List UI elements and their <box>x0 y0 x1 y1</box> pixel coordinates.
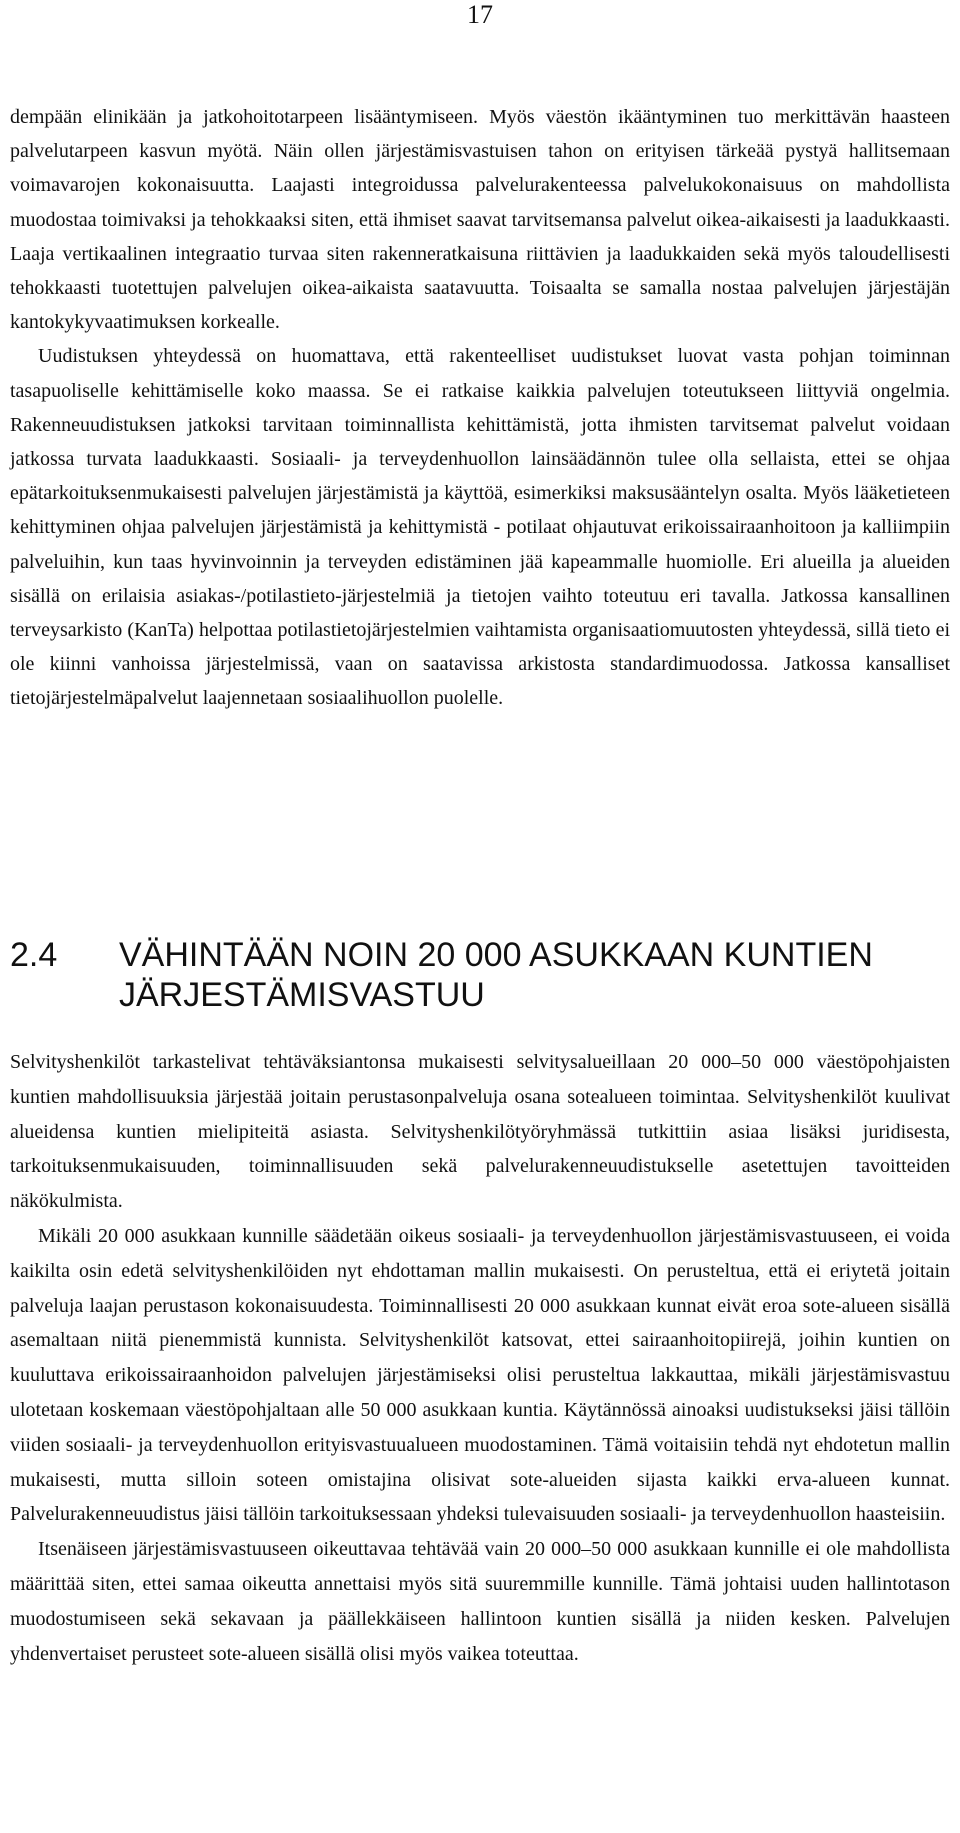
section-number: 2.4 <box>10 936 58 974</box>
body-text-bottom <box>10 1045 950 1671</box>
paragraph: Itsenäiseen järjestämisvastuuseen oikeuttavaa tehtävää vain 20 000–50 000 asukkaan kunnille ei ole mahdollista määrittää siten, ettei samaa oikeutta annettaisi myös sitä suuremmille kunnille. Tämä johtaisi uuden hallintotason muodostumiseen sekä sekavaan ja päällekkäiseen hallintoon kuntien sisällä ja niiden kesken. Palvelujen yhdenvertaiset perusteet sote-alueen sisällä olisi myös vaikea toteuttaa. <box>10 1538 950 1665</box>
paragraph: dempään elinikään ja jatkohoitotarpeen lisääntymiseen. Myös väestön ikääntyminen tuo merkittävän haasteen palvelutarpeen kasvun myötä. Näin ollen järjestämisvastuisen tahon on erityisen tärkeää pystyä hallitsemaan voimavarojen kokonaisuutta. Laajasti integroidussa palvelurakenteessa palvelukokonaisuus on mahdollista muodostaa toimivaksi ja tehokkaaksi siten, että ihmiset saavat tarvitsemansa palvelut oikea-aikaisesti ja laadukkaasti. Laaja vertikaalinen integraatio turvaa siten rakenneratkaisuna riittävien ja laadukkaiden sekä myös taloudellisesti tehokkaasti tuotettujen palvelujen oikea-aikaista saatavuutta. Toisaalta se samalla nostaa palvelujen järjestäjän kantokykyvaatimuksen korkealle. <box>10 106 950 334</box>
section-title-line: JÄRJESTÄMISVASTUU <box>119 976 485 1014</box>
body-text-top <box>10 100 950 716</box>
section-title <box>119 935 950 1015</box>
section-heading <box>10 935 950 1015</box>
section-title-line: VÄHINTÄÄN NOIN 20 000 ASUKKAAN KUNTIEN <box>119 936 873 974</box>
paragraph: Mikäli 20 000 asukkaan kunnille säädetään oikeus sosiaali- ja terveydenhuollon järjestämisvastuuseen, ei voida kaikilta osin edetä selvityshenkilöiden nyt ehdottaman mallin mukaisesti. On perusteltua, että ei eriytetä joitain palveluja laajan perustason kokonaisuudesta. Toiminnallisesti 20 000 asukkaan kunnat eivät eroa sote-alueen sisällä asemaltaan niitä pienemmistä kunnista. Selvityshenkilöt katsovat, ettei sairaanhoitopiirejä, joihin kuntien on kuuluttava erikoissairaanhoidon palvelujen järjestämiseksi olisi perusteltua lakkauttaa, mikäli järjestämisvastuu ulotetaan koskemaan väestöpohjaltaan alle 50 000 asukkaan kuntia. Käytännössä ainoaksi uudistukseksi jäisi tällöin viiden sosiaali- ja terveydenhuollon erityisvastuualueen muodostaminen. Tämä voitaisiin tehdä nyt ehdotetun mallin mukaisesti, mutta silloin soteen omistajina olisivat sote-alueiden sijasta kaikki erva-alueen kunnat. Palvelurakenneuudistus jäisi tällöin tarkoituksessaan yhdeksi tulevaisuuden sosiaali- ja terveydenhuollon haasteisiin. <box>10 1224 950 1526</box>
paragraph: Selvityshenkilöt tarkastelivat tehtäväksiantonsa mukaisesti selvitysalueillaan 20 000–50 000 väestöpohjaisten kuntien mahdollisuuksia järjestää joitain perustasonpalveluja osana sotealueen toimintaa. Selvityshenkilöt kuulivat alueidensa kuntien mielipiteitä asiasta. Selvityshenkilötyöryhmässä tutkittiin asiaa lisäksi juridisesta, tarkoituksenmukaisuuden, toiminnallisuuden sekä palvelurakenneuudistukselle asetettujen tavoitteiden näkökulmista. <box>10 1051 950 1213</box>
paragraph: Uudistuksen yhteydessä on huomattava, että rakenteelliset uudistukset luovat vasta pohjan toiminnan tasapuoliselle kehittämiselle koko maassa. Se ei ratkaise kaikkia palvelujen toteutukseen liittyviä ongelmia. Rakenneuudistuksen jatkoksi tarvitaan toiminnallista kehittämistä, jotta ihmisten tarvitsemat palvelut voidaan jatkossa turvata laadukkaasti. Sosiaali- ja terveydenhuollon lainsäädännön tulee olla sellaista, ettei se ohjaa epätarkoituksenmukaisesti palvelujen järjestämistä ja käyttöä, esimerkiksi maksusääntelyn osalta. Myös lääketieteen kehittyminen ohjaa palvelujen järjestämistä ja kehittymistä - potilaat ohjautuvat erikoissairaanhoitoon ja kalliimpiin palveluihin, kun taas hyvinvoinnin ja terveyden edistäminen jää kapeammalle huomiolle. Eri alueilla ja alueiden sisällä on erilaisia asiakas-/potilastieto-järjestelmiä ja tietojen vaihto toteutuu eri tavalla. Jatkossa kansallinen terveysarkisto (KanTa) helpottaa potilastietojärjestelmien vaihtamista organisaatiomuutosten yhteydessä, sillä tieto ei ole kiinni vanhoissa järjestelmissä, vaan on saatavissa arkistosta standardimuodossa. Jatkossa kansalliset tietojärjestelmäpalvelut laajennetaan sosiaalihuollon puolelle. <box>10 345 950 710</box>
page-number: 17 <box>467 0 493 29</box>
